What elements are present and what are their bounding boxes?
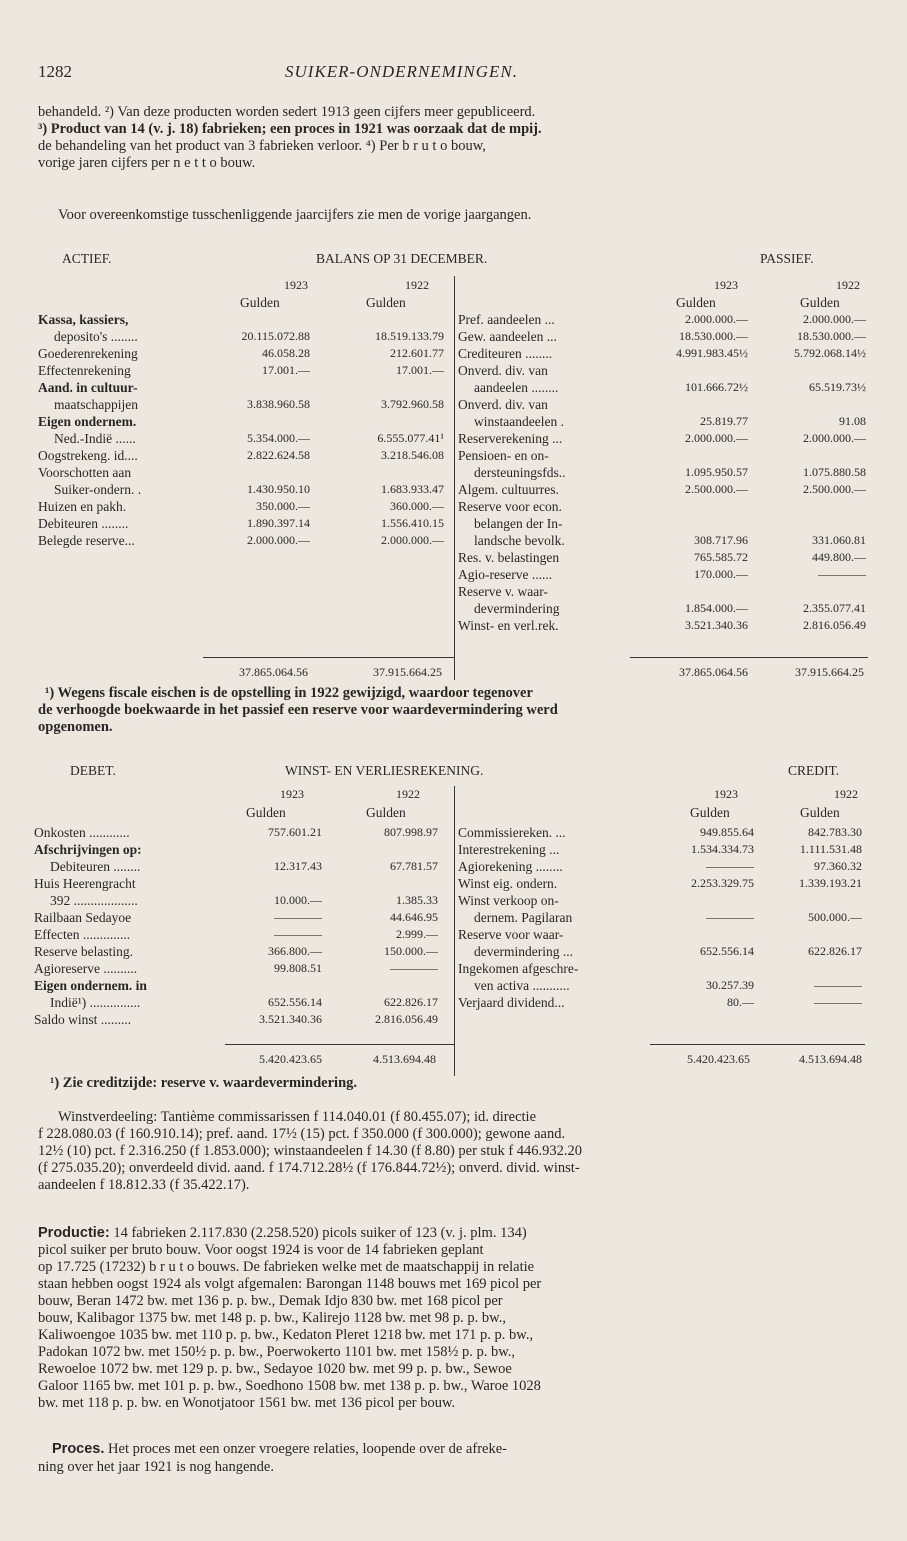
passiva-row-value-1922: 2.500.000.— xyxy=(803,482,866,496)
debet-row-value-1922: 2.816.056.49 xyxy=(375,1012,438,1026)
debet-row-value-1922: 622.826.17 xyxy=(384,995,438,1009)
intro-line: de behandeling van het product van 3 fabrieken verloor. ⁴) Per b r u t o bouw, xyxy=(38,138,486,154)
debet-row-label: Huis Heerengracht xyxy=(34,876,136,891)
activa-row-value-1923: 2.822.624.58 xyxy=(247,448,310,462)
debet-row-value-1923: ———— xyxy=(274,910,322,924)
winstverdeeling-line: Winstverdeeling: Tantième commissarissen f 114.040.01 (f 80.455.07); id. directie xyxy=(58,1109,537,1125)
passiva-row-label: Onverd. div. van xyxy=(458,397,548,412)
winstverdeeling-line: aandeelen f 18.812.33 (f 35.422.17). xyxy=(38,1177,250,1193)
credit-row-value-1922: 1.339.193.21 xyxy=(799,876,862,890)
debet-row-label: Afschrijvingen op: xyxy=(34,842,142,857)
pnl-divider xyxy=(454,786,455,1076)
activa-row-label: Oogstrekeng. id.... xyxy=(38,448,138,463)
balance-unit-a-left: Gulden xyxy=(240,295,280,310)
debet-row-value-1922: 67.781.57 xyxy=(390,859,438,873)
activa-row-label: Belegde reserve... xyxy=(38,533,135,548)
credit-row-value-1923: 949.855.64 xyxy=(700,825,754,839)
activa-row-label: Kassa, kassiers, xyxy=(38,312,129,327)
passiva-row-label: Reserve v. waar- xyxy=(458,584,548,599)
debet-row-value-1923: 652.556.14 xyxy=(268,995,322,1009)
debet-row-value-1923: 10.000.— xyxy=(274,893,322,907)
activa-row-label: Goederenrekening xyxy=(38,346,138,361)
productie-label: Productie: xyxy=(38,1225,110,1241)
pnl-year-a-right: 1923 xyxy=(714,787,738,801)
passiva-row-label: devermindering xyxy=(474,601,560,616)
debet-row-value-1922: ———— xyxy=(390,961,438,975)
proces-line-1: ning over het jaar 1921 is nog hangende. xyxy=(38,1459,274,1475)
passiva-row-value-1923: 1.854.000.— xyxy=(685,601,748,615)
pnl-right-title: CREDIT. xyxy=(788,763,840,778)
pnl-year-b-left: 1922 xyxy=(396,787,420,801)
pnl-left-title: DEBET. xyxy=(70,763,116,778)
passiva-row-label: Pref. aandeelen ... xyxy=(458,312,555,327)
see-previous-note: Voor overeenkomstige tusschenliggende jaarcijfers zie men de vorige jaargangen. xyxy=(58,207,532,223)
activa-row-value-1923: 3.838.960.58 xyxy=(247,397,310,411)
balance-total-rule-left xyxy=(203,657,455,658)
productie-line: Rewoeloe 1072 bw. met 129 p. p. bw., Sedayoe 1020 bw. met 99 p. p. bw., Sewoe xyxy=(38,1361,512,1377)
credit-row-value-1923: 1.534.334.73 xyxy=(691,842,754,856)
proces-label: Proces. xyxy=(52,1441,105,1457)
pnl-unit-b-right: Gulden xyxy=(800,805,840,820)
credit-row-value-1922: 500.000.— xyxy=(808,910,862,924)
pnl-total-c2: 4.513.694.48 xyxy=(799,1052,862,1066)
intro-line: ³) Product van 14 (v. j. 18) fabrieken; een proces in 1921 was oorzaak dat de mpij. xyxy=(38,121,542,137)
balance-footnote-3: opgenomen. xyxy=(38,719,113,735)
balance-center-title: BALANS OP 31 DECEMBER. xyxy=(316,251,488,266)
passiva-row-label: Gew. aandeelen ... xyxy=(458,329,557,344)
intro-line: behandeld. ²) Van deze producten worden sedert 1913 geen cijfers meer gepubliceerd. xyxy=(38,104,536,120)
balance-footnote-1: ¹) Wegens fiscale eischen is de opstelling in 1922 gewijzigd, waardoor tegenover xyxy=(45,685,533,701)
passiva-row-label: Onverd. div. van xyxy=(458,363,548,378)
passiva-row-label: dersteuningsfds.. xyxy=(474,465,566,480)
balance-unit-a-right: Gulden xyxy=(676,295,716,310)
passiva-row-label: belangen der In- xyxy=(474,516,563,531)
productie-line: Kaliwoengoe 1035 bw. met 110 p. p. bw., Kedaton Pleret 1218 bw. met 171 p. p. bw., xyxy=(38,1327,534,1343)
debet-row-value-1922: 807.998.97 xyxy=(384,825,438,839)
pnl-total-c1: 5.420.423.65 xyxy=(687,1052,750,1066)
credit-row-label: Winst eig. ondern. xyxy=(458,876,558,891)
passiva-row-label: Crediteuren ........ xyxy=(458,346,553,361)
passiva-row-value-1923: 4.991.983.45½ xyxy=(676,346,748,360)
passiva-row-label: Reserve voor econ. xyxy=(458,499,562,514)
activa-row-label: deposito's ........ xyxy=(54,329,138,344)
activa-row-value-1922: 2.000.000.— xyxy=(381,533,444,547)
passiva-row-label: Reserverekening ... xyxy=(458,431,563,446)
credit-row-value-1922: 1.111.531.48 xyxy=(799,842,862,856)
activa-row-label: Eigen ondernem. xyxy=(38,414,137,429)
credit-row-label: Commissiereken. ... xyxy=(458,825,566,840)
proces-line-0 xyxy=(52,1441,884,1458)
activa-row-value-1922: 1.556.410.15 xyxy=(381,516,444,530)
passiva-row-label: Res. v. belastingen xyxy=(458,550,560,565)
credit-row-label: Reserve voor waar- xyxy=(458,927,564,942)
credit-row-value-1923: 80.— xyxy=(727,995,754,1009)
productie-line: picol suiker per bruto bouw. Voor oogst 1924 is voor de 14 fabrieken geplant xyxy=(38,1242,484,1258)
credit-row-value-1922: 97.360.32 xyxy=(814,859,862,873)
debet-row-value-1923: 99.808.51 xyxy=(274,961,322,975)
activa-row-label: Huizen en pakh. xyxy=(38,499,127,514)
balance-year-b-right: 1922 xyxy=(836,278,860,292)
passiva-row-value-1923: 2.500.000.— xyxy=(685,482,748,496)
activa-row-value-1922: 18.519.133.79 xyxy=(375,329,444,343)
passiva-row-value-1922: 2.000.000.— xyxy=(803,431,866,445)
activa-row-value-1922: 360.000.— xyxy=(390,499,444,513)
activa-row-value-1922: 1.683.933.47 xyxy=(381,482,444,496)
productie-line: op 17.725 (17232) b r u t o bouws. De fabrieken welke met de maatschappij in relatie xyxy=(38,1259,535,1275)
pnl-total-d1: 5.420.423.65 xyxy=(259,1052,322,1066)
activa-row-value-1923: 1.430.950.10 xyxy=(247,482,310,496)
proces-first-line: Het proces met een onzer vroegere relaties, loopende over de afreke- xyxy=(108,1441,507,1457)
pnl-unit-a-left: Gulden xyxy=(246,805,286,820)
pnl-year-a-left: 1923 xyxy=(280,787,304,801)
credit-row-value-1922: ———— xyxy=(814,978,862,992)
passiva-row-label: landsche bevolk. xyxy=(474,533,565,548)
activa-row-value-1922: 3.792.960.58 xyxy=(381,397,444,411)
passiva-row-value-1922: ———— xyxy=(818,567,866,581)
activa-row-value-1923: 20.115.072.88 xyxy=(241,329,310,343)
credit-row-label: Agiorekening ........ xyxy=(458,859,563,874)
credit-row-value-1923: 652.556.14 xyxy=(700,944,754,958)
activa-row-label: Debiteuren ........ xyxy=(38,516,129,531)
credit-row-value-1923: 2.253.329.75 xyxy=(691,876,754,890)
pnl-unit-a-right: Gulden xyxy=(690,805,730,820)
debet-row-label: Debiteuren ........ xyxy=(50,859,141,874)
passiva-row-label: Algem. cultuurres. xyxy=(458,482,559,497)
credit-row-label: Winst verkoop on- xyxy=(458,893,559,908)
productie-line: bw. met 118 p. p. bw. en Wonotjatoor 1561 bw. met 136 picol per bouw. xyxy=(38,1395,456,1411)
activa-row-value-1923: 46.058.28 xyxy=(262,346,310,360)
debet-row-value-1923: 3.521.340.36 xyxy=(259,1012,322,1026)
balance-total-rule-right xyxy=(630,657,868,658)
balance-left-title: ACTIEF. xyxy=(62,251,112,266)
passiva-row-value-1923: 1.095.950.57 xyxy=(685,465,748,479)
debet-row-label: Agioreserve .......... xyxy=(34,961,138,976)
activa-row-value-1922: 3.218.546.08 xyxy=(381,448,444,462)
balance-unit-b-left: Gulden xyxy=(366,295,406,310)
activa-row-value-1923: 17.001.— xyxy=(262,363,310,377)
balance-year-a-left: 1923 xyxy=(284,278,308,292)
productie-first-line: 14 fabrieken 2.117.830 (2.258.520) picols suiker of 123 (v. j. plm. 134) xyxy=(113,1225,527,1241)
productie-line: bouw, Kalibagor 1375 bw. met 148 p. p. bw., Kalirejo 1128 bw. met 98 p. p. bw., xyxy=(38,1310,506,1326)
passiva-row-label: winstaandeelen . xyxy=(474,414,564,429)
debet-row-label: Railbaan Sedayoe xyxy=(34,910,132,925)
credit-row-value-1923: ———— xyxy=(706,859,754,873)
passiva-row-value-1923: 3.521.340.36 xyxy=(685,618,748,632)
passiva-row-value-1923: 25.819.77 xyxy=(700,414,748,428)
debet-row-label: Effecten .............. xyxy=(34,927,131,942)
productie-line: bouw, Beran 1472 bw. met 136 p. p. bw., Demak Idjo 830 bw. met 168 picol per xyxy=(38,1293,503,1309)
pnl-year-b-right: 1922 xyxy=(834,787,858,801)
passiva-row-value-1923: 765.585.72 xyxy=(694,550,748,564)
debet-row-value-1923: 757.601.21 xyxy=(268,825,322,839)
productie-line: staan hebben oogst 1924 als volgt afgemalen: Barongan 1148 bouws met 169 picol per xyxy=(38,1276,542,1292)
balance-year-b-left: 1922 xyxy=(405,278,429,292)
winstverdeeling-line: (f 275.035.20); onverdeeld divid. aand. f 174.712.28½ (f 176.844.72½); onverd. divid. winst- xyxy=(38,1160,580,1176)
pnl-total-d2: 4.513.694.48 xyxy=(373,1052,436,1066)
passiva-row-value-1923: 2.000.000.— xyxy=(685,431,748,445)
passiva-row-label: Agio-reserve ...... xyxy=(458,567,553,582)
activa-row-value-1922: 17.001.— xyxy=(396,363,444,377)
passiva-row-value-1922: 5.792.068.14½ xyxy=(794,346,866,360)
debet-row-label: Eigen ondernem. in xyxy=(34,978,147,993)
passiva-row-value-1922: 331.060.81 xyxy=(812,533,866,547)
winstverdeeling-line: 12½ (10) pct. f 2.316.250 (f 1.853.000); winstaandeelen f 14.30 (f 8.80) per stuk f 446.932.20 xyxy=(38,1143,583,1159)
credit-row-value-1922: 622.826.17 xyxy=(808,944,862,958)
debet-row-value-1923: 366.800.— xyxy=(268,944,322,958)
passiva-row-label: Pensioen- en on- xyxy=(458,448,549,463)
balance-total-p2: 37.915.664.25 xyxy=(795,665,864,679)
activa-row-value-1923: 2.000.000.— xyxy=(247,533,310,547)
credit-row-label: ven activa ........... xyxy=(474,978,570,993)
debet-row-label: Onkosten ............ xyxy=(34,825,130,840)
page-number: 1282 xyxy=(38,62,72,81)
passiva-row-value-1923: 18.530.000.— xyxy=(679,329,748,343)
activa-row-value-1922: 212.601.77 xyxy=(390,346,444,360)
credit-row-label: Ingekomen afgeschre- xyxy=(458,961,579,976)
passiva-row-value-1922: 2.000.000.— xyxy=(803,312,866,326)
passiva-row-value-1922: 2.816.056.49 xyxy=(803,618,866,632)
activa-row-label: Voorschotten aan xyxy=(38,465,132,480)
passiva-row-value-1922: 1.075.880.58 xyxy=(803,465,866,479)
credit-row-label: devermindering ... xyxy=(474,944,573,959)
pnl-center-title: WINST- EN VERLIESREKENING. xyxy=(285,763,484,778)
activa-row-value-1923: 350.000.— xyxy=(256,499,310,513)
passiva-row-value-1922: 2.355.077.41 xyxy=(803,601,866,615)
productie-line-0 xyxy=(38,1225,870,1242)
passiva-row-value-1922: 18.530.000.— xyxy=(797,329,866,343)
credit-row-label: Interestrekening ... xyxy=(458,842,560,857)
balance-year-a-right: 1923 xyxy=(714,278,738,292)
debet-row-label: Reserve belasting. xyxy=(34,944,133,959)
pnl-unit-b-left: Gulden xyxy=(366,805,406,820)
credit-row-value-1922: ———— xyxy=(814,995,862,1009)
debet-row-value-1923: 12.317.43 xyxy=(274,859,322,873)
pnl-total-rule-right xyxy=(650,1044,865,1045)
passiva-row-value-1923: 308.717.96 xyxy=(694,533,748,547)
credit-row-value-1923: 30.257.39 xyxy=(706,978,754,992)
debet-row-label: Saldo winst ......... xyxy=(34,1012,132,1027)
activa-row-value-1923: 1.890.397.14 xyxy=(247,516,310,530)
credit-row-value-1923: ———— xyxy=(706,910,754,924)
balance-unit-b-right: Gulden xyxy=(800,295,840,310)
passiva-row-label: Winst- en verl.rek. xyxy=(458,618,559,633)
debet-row-value-1922: 44.646.95 xyxy=(390,910,438,924)
activa-row-value-1922: 6.555.077.41¹ xyxy=(377,431,444,445)
passiva-row-value-1922: 65.519.73½ xyxy=(809,380,866,394)
activa-row-label: Suiker-ondern. . xyxy=(54,482,142,497)
intro-line: vorige jaren cijfers per n e t t o bouw. xyxy=(38,155,256,171)
debet-row-label: 392 ................... xyxy=(50,893,138,908)
passiva-row-value-1923: 2.000.000.— xyxy=(685,312,748,326)
passiva-row-value-1922: 91.08 xyxy=(839,414,866,428)
activa-row-label: maatschappijen xyxy=(54,397,138,412)
passiva-row-value-1923: 170.000.— xyxy=(694,567,748,581)
activa-row-label: Ned.-Indië ...... xyxy=(54,431,136,446)
balance-total-a1: 37.865.064.56 xyxy=(239,665,308,679)
activa-row-label: Aand. in cultuur- xyxy=(38,380,138,395)
pnl-footnote: ¹) Zie creditzijde: reserve v. waardevermindering. xyxy=(50,1075,358,1091)
running-title: SUIKER-ONDERNEMINGEN. xyxy=(285,62,519,81)
productie-line: Galoor 1165 bw. met 101 p. p. bw., Soedhono 1508 bw. met 138 p. p. bw., Waroe 1028 xyxy=(38,1378,541,1394)
balance-footnote-2: de verhoogde boekwaarde in het passief een reserve voor waardevermindering werd xyxy=(38,702,558,718)
debet-row-value-1922: 2.999.— xyxy=(396,927,438,941)
passiva-row-value-1923: 101.666.72½ xyxy=(685,380,748,394)
balance-right-title: PASSIEF. xyxy=(760,251,814,266)
debet-row-value-1923: ———— xyxy=(274,927,322,941)
winstverdeeling-line: f 228.080.03 (f 160.910.14); pref. aand. 17½ (15) pct. f 350.000 (f 300.000); gewone aand. xyxy=(38,1126,566,1142)
debet-row-value-1922: 1.385.33 xyxy=(396,893,438,907)
passiva-row-label: aandeelen ........ xyxy=(474,380,559,395)
activa-row-label: Effectenrekening xyxy=(38,363,131,378)
balance-total-a2: 37.915.664.25 xyxy=(373,665,442,679)
debet-row-label: Indië¹) ............... xyxy=(50,995,141,1010)
debet-row-value-1922: 150.000.— xyxy=(384,944,438,958)
pnl-total-rule-left xyxy=(225,1044,455,1045)
productie-line: Padokan 1072 bw. met 150½ p. p. bw., Poerwokerto 1101 bw. met 158½ p. p. bw., xyxy=(38,1344,515,1360)
credit-row-label: dernem. Pagilaran xyxy=(474,910,573,925)
balance-total-p1: 37.865.064.56 xyxy=(679,665,748,679)
balance-divider xyxy=(454,276,455,680)
credit-row-value-1922: 842.783.30 xyxy=(808,825,862,839)
activa-row-value-1923: 5.354.000.— xyxy=(247,431,310,445)
credit-row-label: Verjaard dividend... xyxy=(458,995,565,1010)
passiva-row-value-1922: 449.800.— xyxy=(812,550,866,564)
